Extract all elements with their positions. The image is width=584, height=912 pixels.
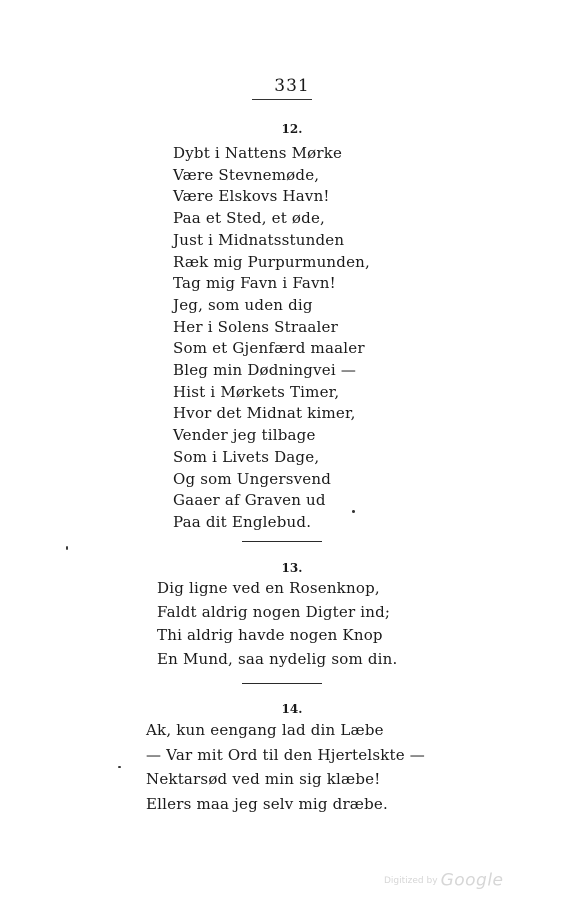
ink-speck [118, 766, 121, 768]
verse-line: Som et Gjenfærd maaler [173, 339, 365, 358]
watermark-prefix: Digitized by [384, 875, 438, 886]
page-number-rule [252, 99, 312, 100]
verse-line: Ræk mig Purpurmunden, [173, 252, 370, 271]
verse-line: Være Stevnemøde, [173, 165, 320, 184]
section-number-13: 13. [281, 561, 303, 575]
verse-line: Jeg, som uden dig [173, 295, 313, 314]
ink-speck [66, 546, 68, 550]
verse-line: Og som Ungersvend [173, 469, 332, 488]
verse-line: Nektarsød ved min sig klæbe! [146, 770, 381, 788]
poem-14 [146, 718, 425, 816]
verse-line: Tag mig Favn i Favn! [173, 274, 336, 293]
section-divider [242, 541, 322, 542]
verse-line: Paa et Sted, et øde, [173, 209, 326, 228]
verse-line: Bleg min Dødningvei — [173, 361, 357, 380]
verse-line: — Var mit Ord til den Hjertelskte — [146, 745, 425, 764]
verse-line: Ellers maa jeg selv mig dræbe. [146, 794, 388, 813]
verse-line: Ak, kun eengang lad din Læbe [146, 721, 384, 739]
verse-line: Gaaer af Graven ud [173, 491, 326, 510]
verse-line: Thi aldrig havde nogen Knop [157, 626, 383, 644]
section-divider [242, 683, 322, 684]
verse-line: Faldt aldrig nogen Digter ind; [157, 602, 391, 621]
verse-line: Hvor det Midnat kimer, [173, 404, 356, 423]
verse-line: Være Elskovs Havn! [173, 187, 330, 206]
ink-speck [352, 510, 355, 513]
page-number: 331 [274, 76, 310, 96]
poem-12 [173, 143, 370, 534]
verse-line: Hist i Mørkets Timer, [173, 382, 340, 401]
poem-13 [157, 577, 397, 671]
verse-line: Just i Midnatsstunden [173, 230, 345, 249]
watermark-brand: Google [440, 870, 504, 891]
verse-line: Som i Livets Dage, [173, 447, 320, 466]
section-number-14: 14. [281, 702, 303, 716]
verse-line: Paa dit Englebud. [173, 512, 312, 531]
verse-line: Her i Solens Straaler [173, 317, 338, 336]
verse-line: En Mund, saa nydelig som din. [157, 649, 398, 668]
section-number-12: 12. [281, 122, 303, 136]
verse-line: Dybt i Nattens Mørke [173, 144, 343, 162]
verse-line: Vender jeg tilbage [173, 426, 316, 445]
digitized-watermark [384, 870, 504, 891]
verse-line: Dig ligne ved en Rosenknop, [157, 579, 380, 597]
